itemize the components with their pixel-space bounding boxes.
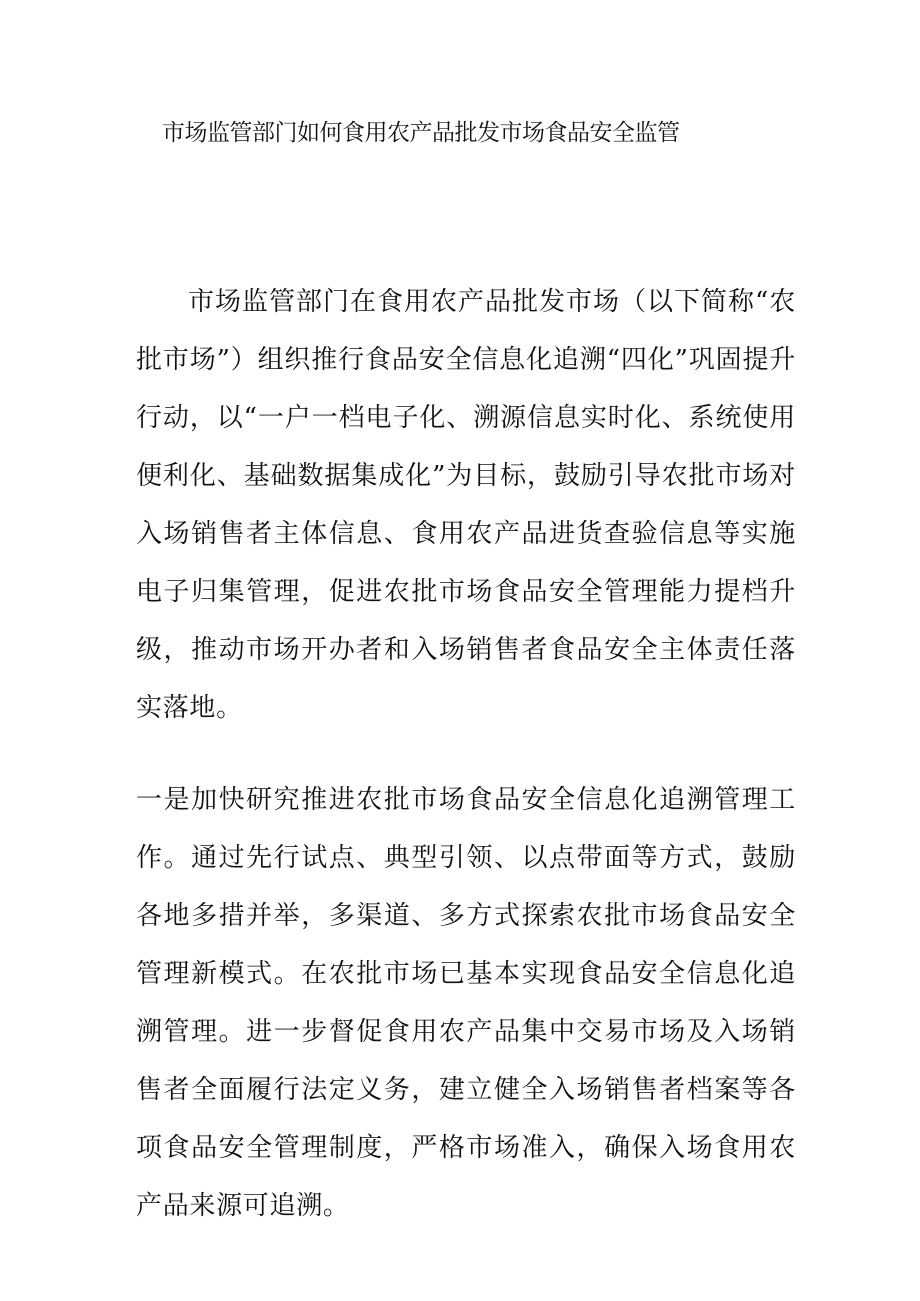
document-title: 市场监管部门如何食用农产品批发市场食品安全监管: [162, 120, 680, 146]
paragraph-first-measure: 一是加快研究推进农批市场食品安全信息化追溯管理工作。通过先行试点、典型引领、以点带面等方式，鼓励各地多措并举，多渠道、多方式探索农批市场食品安全管理新模式。在农批市场已基本实现食品安全信息化追溯管理。进一步督促食用农产品集中交易市场及入场销售者全面履行法定义务，建立健全入场销售者档案等各项食品安全管理制度，严格市场准入，确保入场食用农产品来源可追溯。: [136, 785, 796, 1221]
paragraph-intro: 市场监管部门在食用农产品批发市场（以下简称“农批市场”）组织推行食品安全信息化追溯“四化”巩固提升行动，以“一户一档电子化、溯源信息实时化、系统使用便利化、基础数据集成化”为目标，鼓励引导农批市场对入场销售者主体信息、食用农产品进货查验信息等实施电子归集管理，促进农批市场食品安全管理能力提档升级，推动市场开办者和入场销售者食品安全主体责任落实落地。: [136, 287, 796, 723]
